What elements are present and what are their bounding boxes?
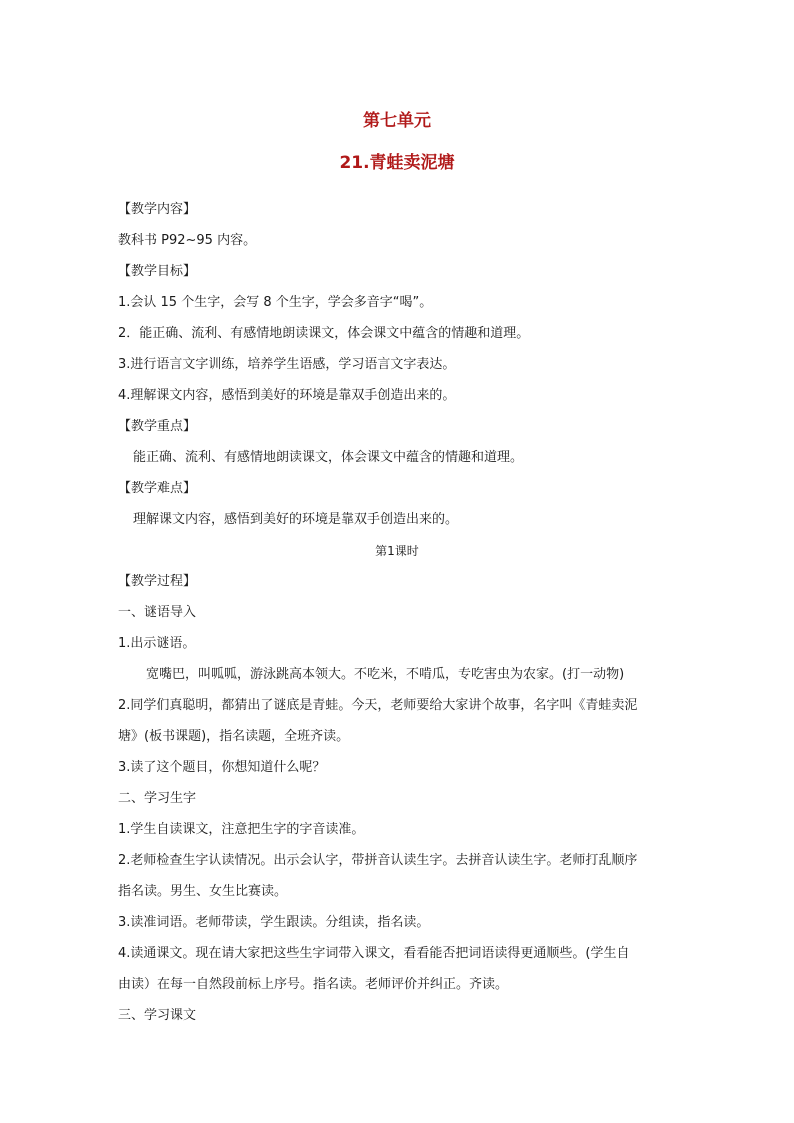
step-item: 2.同学们真聪明，都猜出了谜底是青蛙。今天，老师要给大家讲个故事，名字叫《青蛙卖泥	[118, 698, 638, 713]
section-title: 三、学习课文	[118, 1008, 197, 1023]
content-header: 【教学内容】	[118, 202, 197, 217]
objective-item: 4.理解课文内容，感悟到美好的环境是靠双手创造出来的。	[118, 388, 456, 403]
unit-title: 第七单元	[363, 111, 431, 131]
process-header: 【教学过程】	[118, 574, 197, 589]
content-text: 教科书 P92~95 内容。	[118, 233, 257, 248]
step-item-continued: 塘》(板书课题)，指名读题，全班齐读。	[118, 729, 350, 744]
objective-item: 1.会认 15 个生字，会写 8 个生字，学会多音字“喝”。	[118, 295, 433, 310]
step-item: 3.读准词语。老师带读，学生跟读。分组读，指名读。	[118, 915, 430, 930]
difficulties-header: 【教学难点】	[118, 481, 197, 496]
section-title: 二、学习生字	[118, 791, 197, 806]
key-points-text: 能正确、流利、有感情地朗读课文，体会课文中蕴含的情趣和道理。	[133, 450, 524, 465]
section-title: 一、谜语导入	[118, 605, 197, 620]
step-item: 1.学生自读课文，注意把生字的字音读准。	[118, 822, 365, 837]
step-item: 2.老师检查生字认读情况。出示会认字，带拼音认读生字。去拼音认读生字。老师打乱顺序	[118, 853, 638, 868]
riddle-text: 宽嘴巴，叫呱呱，游泳跳高本领大。不吃米，不啃瓜，专吃害虫为农家。(打一动物)	[146, 667, 625, 682]
objective-item: 2．能正确、流利、有感情地朗读课文，体会课文中蕴含的情趣和道理。	[118, 326, 530, 341]
lesson-title: 21.青蛙卖泥塘	[339, 153, 455, 173]
key-points-header: 【教学重点】	[118, 419, 197, 434]
step-item: 4.读通课文。现在请大家把这些生字词带入课文，看看能否把词语读得更通顺些。(学生自	[118, 946, 630, 961]
objectives-header: 【教学目标】	[118, 264, 197, 279]
step-item-continued: 由读）在每一自然段前标上序号。指名读。老师评价并纠正。齐读。	[118, 977, 509, 992]
difficulties-text: 理解课文内容，感悟到美好的环境是靠双手创造出来的。	[133, 512, 459, 527]
objective-item: 3.进行语言文字训练，培养学生语感，学习语言文字表达。	[118, 357, 456, 372]
step-item: 3.读了这个题目，你想知道什么呢？	[118, 760, 326, 775]
period-label: 第1课时	[375, 544, 419, 558]
step-item: 1.出示谜语。	[118, 636, 196, 651]
step-item-continued: 指名读。男生、女生比赛读。	[118, 884, 288, 899]
